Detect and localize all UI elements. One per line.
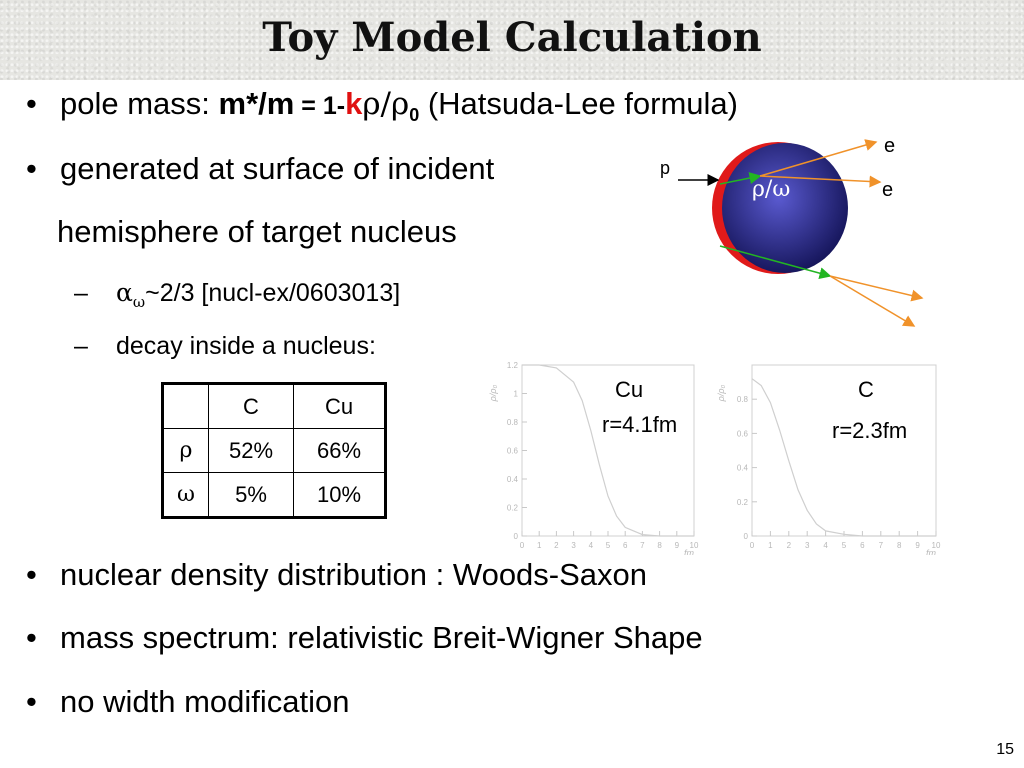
table-header-c: C bbox=[209, 384, 294, 429]
bullet-dot: • bbox=[26, 151, 37, 186]
x-tick-label: 0 bbox=[519, 541, 525, 550]
bullet-generated bbox=[26, 151, 494, 187]
x-tick-label: 5 bbox=[841, 541, 847, 550]
y-tick-label: 0.2 bbox=[506, 503, 518, 513]
table-row bbox=[163, 473, 386, 518]
nucleus-body bbox=[722, 143, 848, 273]
pole-mass-suffix: (Hatsuda-Lee formula) bbox=[419, 86, 738, 121]
pole-mass-k: k bbox=[345, 86, 363, 121]
x-tick-label: 6 bbox=[860, 541, 865, 550]
table-cell: 10% bbox=[294, 473, 386, 518]
dash: – bbox=[74, 279, 88, 307]
generated-line-1: generated at surface of incident bbox=[60, 151, 495, 186]
pole-mass-prefix: pole mass: bbox=[60, 86, 219, 121]
pole-mass-rho: ρ/ρ bbox=[362, 86, 410, 122]
density-curve bbox=[752, 379, 936, 536]
generated-line-2: hemisphere of target nucleus bbox=[57, 214, 457, 249]
pole-mass-sub: 0 bbox=[409, 105, 420, 126]
chart-annotation-c-radius: r=2.3fm bbox=[832, 418, 908, 443]
table-header-row bbox=[163, 384, 386, 429]
bullet-dot: • bbox=[26, 684, 37, 719]
y-tick-label: 0.8 bbox=[736, 395, 748, 405]
page-number: 15 bbox=[996, 741, 1014, 758]
bullet-dot: • bbox=[26, 557, 37, 592]
decay-text: decay inside a nucleus: bbox=[116, 332, 376, 360]
outgoing-label-2: e bbox=[882, 179, 894, 201]
y-tick-label: 0.4 bbox=[736, 463, 748, 473]
no-width-text: no width modification bbox=[60, 684, 350, 719]
decay-arrow-4 bbox=[830, 276, 914, 326]
chart-annotation-cu-radius: r=4.1fm bbox=[602, 412, 678, 437]
y-tick-label: 0.2 bbox=[736, 497, 748, 507]
table-cell-rho: ρ bbox=[163, 429, 209, 473]
x-tick-label: 10 bbox=[931, 541, 941, 550]
chart-annotation-c-element: C bbox=[858, 377, 874, 402]
nuclear-density-text: nuclear density distribution : Woods-Saxon bbox=[60, 557, 648, 592]
y-tick-label: 0.4 bbox=[506, 475, 518, 484]
x-tick-label: 0 bbox=[749, 541, 755, 550]
nucleus-label: ρ/ω bbox=[752, 177, 791, 202]
x-tick-label: 2 bbox=[554, 541, 559, 550]
x-axis-label: fm bbox=[926, 548, 936, 555]
mass-spectrum-text: mass spectrum: relativistic Breit-Wigner Shape bbox=[60, 620, 703, 655]
y-tick-label: 1 bbox=[513, 389, 518, 399]
density-chart-cu bbox=[484, 340, 714, 555]
y-tick-label: 0.6 bbox=[506, 446, 518, 456]
bullet-pole-mass bbox=[26, 86, 738, 126]
table-corner bbox=[163, 384, 209, 429]
x-tick-label: 9 bbox=[674, 541, 680, 550]
x-tick-label: 5 bbox=[605, 541, 611, 550]
plot-frame bbox=[752, 365, 936, 536]
x-tick-label: 4 bbox=[823, 541, 828, 550]
x-axis-label: fm bbox=[684, 548, 694, 555]
x-tick-label: 2 bbox=[786, 541, 792, 550]
alpha-symbol: α bbox=[116, 278, 133, 307]
table-cell-omega: ω bbox=[163, 473, 209, 518]
density-chart-c bbox=[712, 340, 952, 555]
y-tick-label: 1.2 bbox=[506, 361, 518, 370]
y-tick-label: 0 bbox=[743, 532, 748, 541]
slide-title: Toy Model Calculation bbox=[262, 14, 762, 61]
outgoing-label-1: e bbox=[884, 135, 896, 157]
table-row bbox=[163, 429, 386, 473]
x-tick-label: 1 bbox=[768, 541, 773, 550]
table-cell: 5% bbox=[209, 473, 294, 518]
sub-bullet-decay bbox=[74, 332, 376, 361]
x-tick-label: 1 bbox=[536, 541, 542, 550]
table-header-cu: Cu bbox=[294, 384, 386, 429]
chart-annotation-cu-element: Cu bbox=[615, 377, 644, 402]
y-axis-label: ρ/ρ₀ bbox=[488, 384, 498, 402]
pole-mass-formula-eq: = 1- bbox=[294, 92, 346, 120]
table-cell: 52% bbox=[209, 429, 294, 473]
x-tick-label: 9 bbox=[915, 541, 920, 550]
x-tick-label: 8 bbox=[657, 541, 662, 550]
bullet-dot: • bbox=[26, 620, 37, 655]
x-tick-label: 7 bbox=[640, 541, 645, 550]
x-tick-label: 3 bbox=[804, 541, 810, 550]
sub-bullet-alpha bbox=[74, 278, 400, 311]
y-tick-label: 0.8 bbox=[506, 418, 518, 427]
y-axis-label: ρ/ρ₀ bbox=[716, 384, 726, 402]
dash: – bbox=[74, 332, 88, 360]
incoming-label: p bbox=[660, 158, 671, 178]
decay-table bbox=[161, 382, 387, 519]
alpha-text: ~2/3 [nucl-ex/0603013] bbox=[145, 279, 401, 307]
bullet-nuclear-density bbox=[26, 557, 647, 593]
bullet-no-width bbox=[26, 684, 350, 720]
pole-mass-formula-m: m*/m bbox=[218, 86, 295, 121]
density-curve bbox=[522, 365, 694, 536]
x-tick-label: 7 bbox=[878, 541, 884, 550]
x-tick-label: 10 bbox=[689, 541, 699, 550]
alpha-sub: ω bbox=[132, 293, 146, 311]
x-tick-label: 6 bbox=[622, 541, 628, 550]
x-tick-label: 8 bbox=[896, 541, 902, 550]
y-tick-label: 0 bbox=[513, 532, 518, 541]
plot-frame bbox=[522, 365, 694, 536]
bullet-mass-spectrum bbox=[26, 620, 703, 656]
bullet-dot: • bbox=[26, 86, 37, 121]
decay-arrow-3 bbox=[830, 276, 922, 298]
x-tick-label: 3 bbox=[571, 541, 576, 550]
y-tick-label: 0.6 bbox=[736, 429, 748, 439]
x-tick-label: 4 bbox=[588, 541, 594, 550]
table-cell: 66% bbox=[294, 429, 386, 473]
nucleus-diagram bbox=[640, 128, 960, 338]
